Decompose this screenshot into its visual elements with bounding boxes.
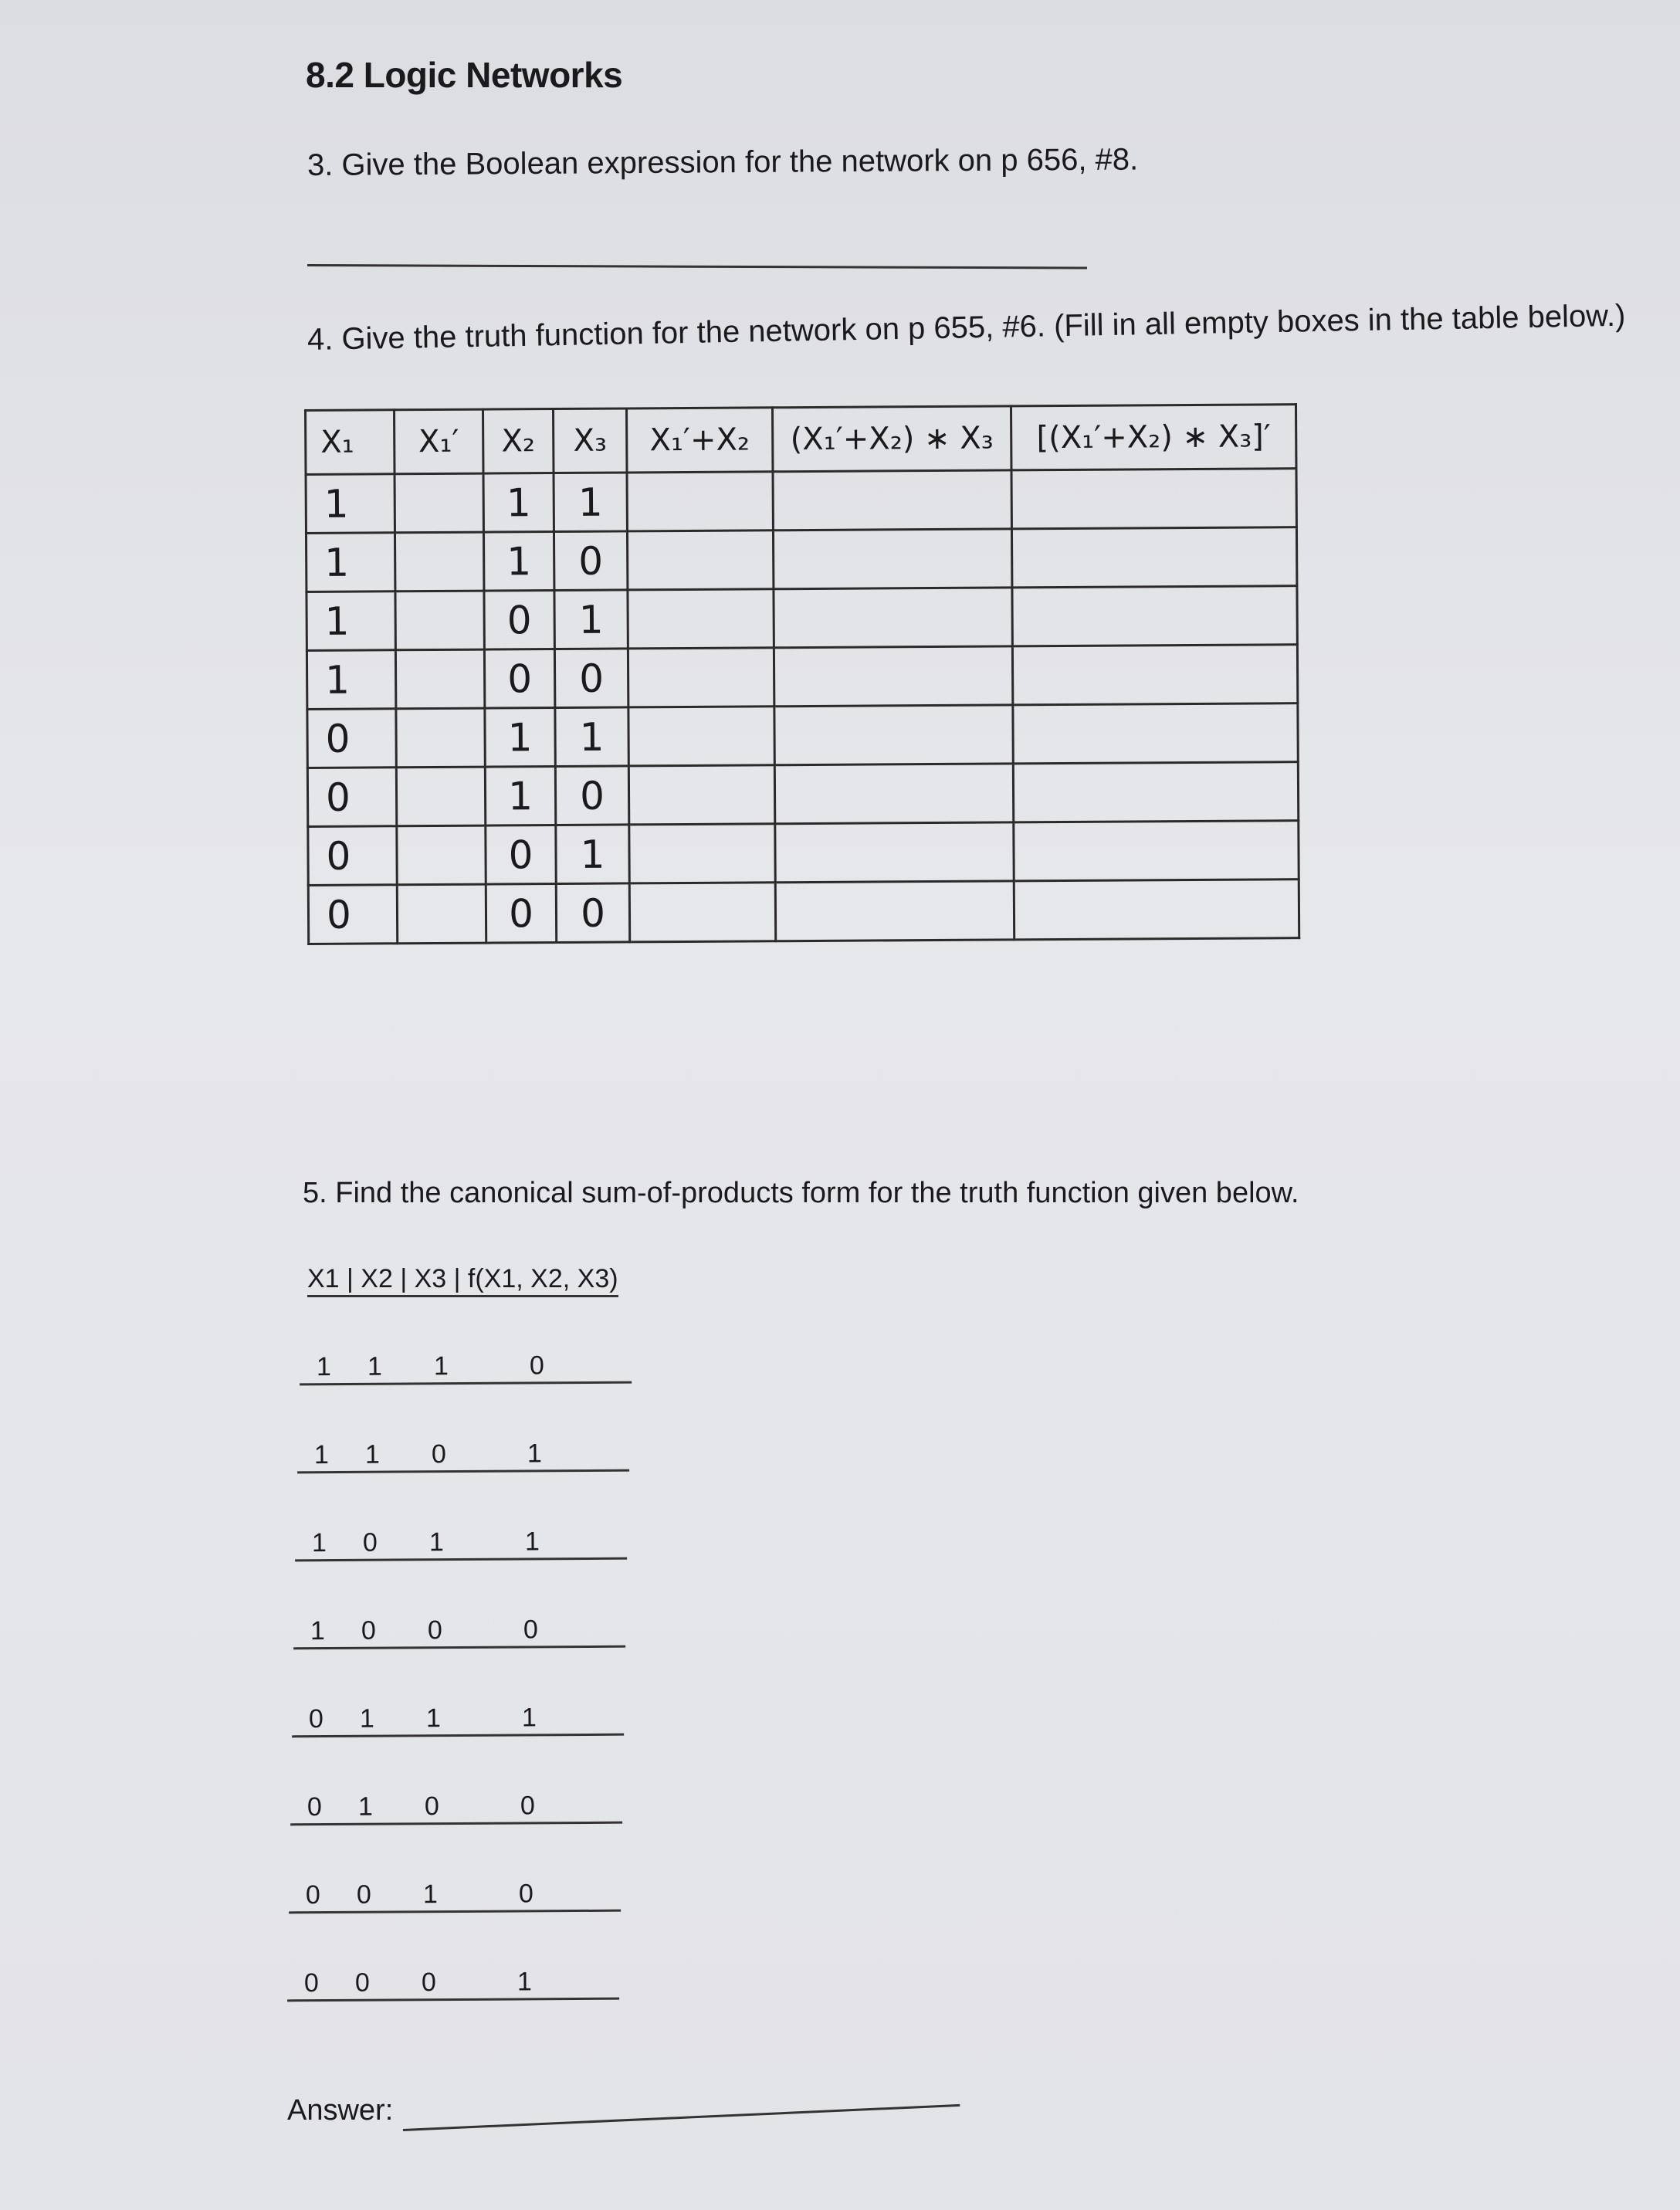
q5-cell-x3: 1 [425, 1703, 442, 1734]
cell-and-x3-empty[interactable] [774, 764, 1013, 824]
q5-cell-f: 0 [529, 1351, 545, 1381]
q5-cell-f: 0 [523, 1615, 539, 1645]
q5-cell-x1: 1 [316, 1352, 332, 1382]
q5-cell-x3: 1 [433, 1351, 449, 1381]
cell-x1n-or-x2-empty[interactable] [628, 765, 774, 825]
cell-complement-result-empty[interactable] [1014, 821, 1299, 881]
q5-cell-x2: 0 [354, 1968, 371, 1998]
answer-line[interactable] [403, 2104, 960, 2131]
cell-complement-result-empty[interactable] [1013, 703, 1298, 764]
q5-cell-x1: 1 [313, 1440, 330, 1470]
cell-x1n-or-x2-empty[interactable] [628, 707, 774, 766]
truth-table-row [308, 821, 1299, 886]
q5-cell-f: 1 [517, 1967, 533, 1997]
cell-and-x3-empty[interactable] [775, 881, 1014, 941]
cell-x1n-or-x2-empty[interactable] [628, 589, 774, 649]
q5-cell-x1: 0 [303, 1968, 320, 1998]
q5-cell-x2: 0 [356, 1880, 372, 1910]
cell-x3: 0 [555, 766, 628, 825]
q5-table-row [289, 1879, 621, 1914]
cell-x2: 1 [485, 767, 555, 826]
answer-label: Answer: [287, 2094, 394, 2127]
q5-cell-f: 0 [520, 1791, 536, 1821]
cell-x2: 0 [484, 649, 554, 709]
cell-x1n-or-x2-empty[interactable] [627, 472, 773, 531]
q5-cell-x1: 1 [310, 1616, 326, 1646]
cell-complement-result-empty[interactable] [1011, 527, 1296, 588]
cell-complement-result-empty[interactable] [1011, 469, 1296, 529]
cell-x1n-or-x2-empty[interactable] [629, 824, 775, 883]
cell-x2: 1 [483, 532, 554, 591]
cell-complement-result-empty[interactable] [1013, 762, 1298, 822]
q5-cell-x3: 0 [424, 1791, 440, 1822]
truth-table [304, 403, 1300, 945]
cell-x2: 1 [483, 473, 554, 533]
q5-table-row [300, 1351, 632, 1386]
cell-complement-result-empty[interactable] [1012, 586, 1297, 646]
cell-x1-complement-empty[interactable] [395, 532, 483, 591]
cell-x1-complement-empty[interactable] [396, 767, 485, 826]
question-5-text: 5. Find the canonical sum-of-products form for the truth function given below. [303, 1177, 1299, 1209]
q5-cell-x3: 0 [431, 1439, 447, 1469]
q5-cell-x1: 0 [307, 1792, 323, 1822]
cell-x3: 1 [555, 707, 628, 767]
q5-cell-x3: 0 [427, 1615, 443, 1646]
header-x2: X₂ [483, 409, 554, 474]
cell-complement-result-empty[interactable] [1012, 645, 1297, 705]
q5-cell-f: 0 [518, 1879, 534, 1909]
truth-table-row [307, 703, 1298, 768]
question-3-answer-line[interactable] [307, 264, 1087, 269]
q5-cell-x2: 1 [359, 1703, 375, 1734]
q5-cell-f: 1 [521, 1703, 537, 1733]
cell-x1n-or-x2-empty[interactable] [628, 648, 774, 707]
cell-x1-complement-empty[interactable] [397, 884, 486, 944]
cell-x3: 0 [556, 883, 629, 943]
cell-x1n-or-x2-empty[interactable] [629, 883, 775, 942]
cell-x2: 1 [485, 708, 555, 768]
cell-x1-complement-empty[interactable] [395, 649, 484, 709]
q5-cell-x2: 1 [364, 1439, 381, 1469]
q5-cell-x3: 0 [421, 1968, 437, 1998]
question-4-text: 4. Give the truth function for the network on p 655, #6. (Fill in all empty boxes in the table below.) [307, 298, 1626, 357]
q5-table-row [297, 1439, 629, 1474]
cell-and-x3-empty[interactable] [774, 588, 1012, 648]
header-complement-result: [(X₁′+X₂) ∗ X₃]′ [1011, 405, 1296, 470]
cell-x1-complement-empty[interactable] [396, 708, 485, 768]
truth-table-row [307, 645, 1297, 710]
q5-cell-x3: 1 [428, 1527, 445, 1558]
q5-cell-x1: 0 [308, 1704, 324, 1734]
cell-x1: 0 [308, 826, 397, 886]
header-x1-complement: X₁′ [395, 409, 484, 474]
header-x3: X₃ [554, 408, 628, 473]
cell-x2: 0 [486, 825, 556, 885]
q5-table-row [295, 1527, 627, 1562]
cell-x1: 0 [307, 768, 396, 827]
header-x1n-or-x2: X₁′+X₂ [627, 408, 774, 473]
cell-x1: 0 [307, 709, 396, 768]
q5-cell-x2: 1 [357, 1791, 374, 1822]
q5-table-row [293, 1615, 625, 1650]
q5-cell-x2: 0 [361, 1615, 377, 1646]
cell-and-x3-empty[interactable] [774, 646, 1012, 707]
cell-complement-result-empty[interactable] [1014, 880, 1299, 940]
cell-x2: 0 [486, 884, 556, 944]
cell-and-x3-empty[interactable] [773, 529, 1011, 589]
cell-x1-complement-empty[interactable] [395, 591, 484, 650]
cell-x1: 1 [307, 650, 395, 710]
cell-x1n-or-x2-empty[interactable] [627, 530, 773, 590]
header-and-x3: (X₁′+X₂) ∗ X₃ [772, 406, 1011, 472]
q5-table-header: X1 | X2 | X3 | f(X1, X2, X3) [307, 1265, 618, 1297]
cell-x3: 1 [556, 825, 629, 884]
truth-table-header-row [306, 405, 1296, 475]
truth-table-row [306, 469, 1296, 534]
q5-table-row [292, 1703, 624, 1738]
cell-and-x3-empty[interactable] [775, 822, 1014, 883]
q5-cell-f: 1 [527, 1439, 543, 1469]
q5-cell-x1: 0 [305, 1880, 321, 1910]
page-title: 8.2 Logic Networks [306, 55, 623, 95]
q5-cell-x2: 0 [362, 1527, 378, 1558]
cell-x1-complement-empty[interactable] [397, 825, 486, 885]
cell-x1: 1 [306, 533, 395, 592]
q5-cell-x3: 1 [422, 1880, 439, 1910]
q5-table-row [290, 1791, 622, 1826]
truth-table-row [308, 880, 1299, 944]
cell-x1-complement-empty[interactable] [395, 473, 483, 533]
q5-cell-x2: 1 [367, 1351, 383, 1381]
cell-and-x3-empty[interactable] [773, 470, 1011, 530]
cell-x3: 0 [554, 649, 628, 708]
truth-table-row [306, 527, 1296, 592]
cell-x2: 0 [484, 591, 554, 650]
cell-and-x3-empty[interactable] [774, 705, 1013, 765]
cell-x1: 0 [308, 885, 397, 944]
cell-x3: 1 [554, 590, 628, 649]
cell-x1: 1 [307, 591, 395, 651]
q5-cell-f: 1 [524, 1527, 540, 1557]
q5-cell-x1: 1 [311, 1528, 327, 1558]
truth-table-row [307, 586, 1297, 651]
header-x1: X₁ [306, 410, 395, 475]
cell-x3: 0 [554, 531, 627, 591]
cell-x1: 1 [306, 474, 395, 534]
cell-x3: 1 [554, 473, 627, 532]
q5-table-row [287, 1967, 619, 2002]
truth-table-row [307, 762, 1298, 827]
question-3-text: 3. Give the Boolean expression for the network on p 656, #8. [307, 142, 1139, 182]
